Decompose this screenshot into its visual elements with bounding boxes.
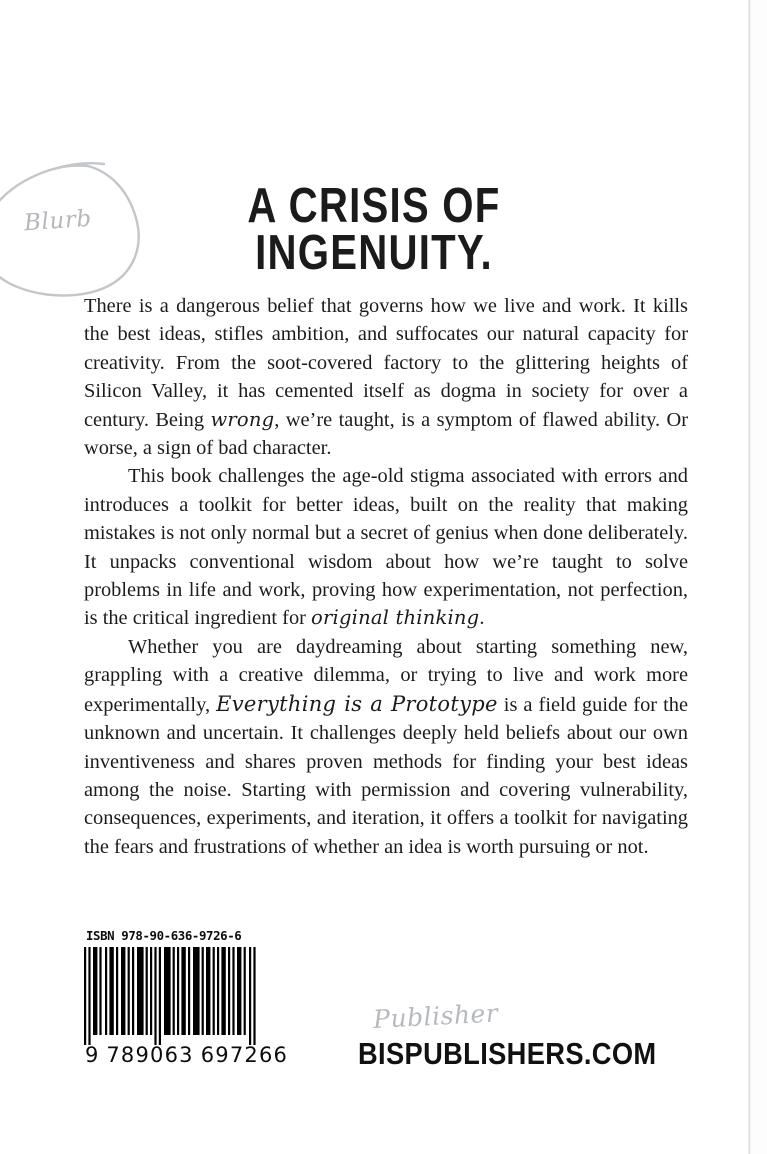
script-word-wrong: wrong xyxy=(210,407,275,431)
paragraph-3-text-after: is a field guide for the unknown and uncertain. It challenges deeply held beliefs about our own inventiveness and shares proven methods for finding your best ideas among the noise. Starting with permission and covering vulnerability, consequences, experiments, and iteration, it offers a toolkit for navigating the fears and frustrations of whether an idea is worth pursuing or not. xyxy=(84,693,689,858)
page-title xyxy=(67,178,680,280)
title-line-2: INGENUITY. xyxy=(255,225,493,280)
paragraph-2-text-after: . xyxy=(479,607,485,630)
blurb-annotation-label: Blurb xyxy=(23,205,93,237)
paragraph-3-text-before: Whether you are daydreaming about starting something new, grappling with a creative dilemma, or trying to live and work more experimentally, xyxy=(84,635,688,716)
paragraph-2-text-before: This book challenges the age-old stigma associated with errors and introduces a toolkit for better ideas, built on the reality that making mistakes is not only normal but a secret of genius when done deliberately. It unpacks conventional wisdom about how we’re taught to solve problems in life and work, proving how experimentation, not perfection, is the critical ingredient for xyxy=(84,465,688,630)
publisher-name[interactable]: BISPUBLISHERS.COM xyxy=(358,1036,657,1071)
paragraph-1-text-before: There is a dangerous belief that governs how we live and work. It kills the best ideas, stifles ambition, and suffocates our natural capacity for creativity. From the soot-covered factory to the glittering heights of Silicon Valley, it has cemented itself as dogma in society for over a century. Being xyxy=(84,295,688,431)
isbn-label: ISBN 978-90-636-9726-6 xyxy=(86,928,242,943)
isbn-block xyxy=(84,928,289,1067)
blurb-body xyxy=(84,292,688,861)
barcode-group-right: 697266 xyxy=(200,1043,289,1067)
blurb-paragraph-3 xyxy=(84,633,688,861)
blurb-paragraph-2 xyxy=(84,462,688,632)
publisher-annotation-label: Publisher xyxy=(372,998,499,1034)
barcode-image xyxy=(84,947,256,1045)
blurb-paragraph-1 xyxy=(84,292,688,462)
publisher-block xyxy=(358,998,698,1072)
page-fold-line xyxy=(748,0,751,1154)
title-line-1: A CRISIS OF xyxy=(247,178,501,233)
barcode-digits xyxy=(84,1043,289,1067)
script-book-title: Everything is a Prototype xyxy=(216,691,498,716)
script-phrase-original-thinking: original thinking xyxy=(311,606,480,630)
paragraph-1-text-after: , we’re taught, is a symptom of flawed ability. Or worse, a sign of bad character. xyxy=(84,408,689,460)
page-edge-fill xyxy=(751,0,767,1154)
barcode-group-left: 789063 xyxy=(106,1043,194,1067)
barcode-lead-digit: 9 xyxy=(85,1043,100,1067)
